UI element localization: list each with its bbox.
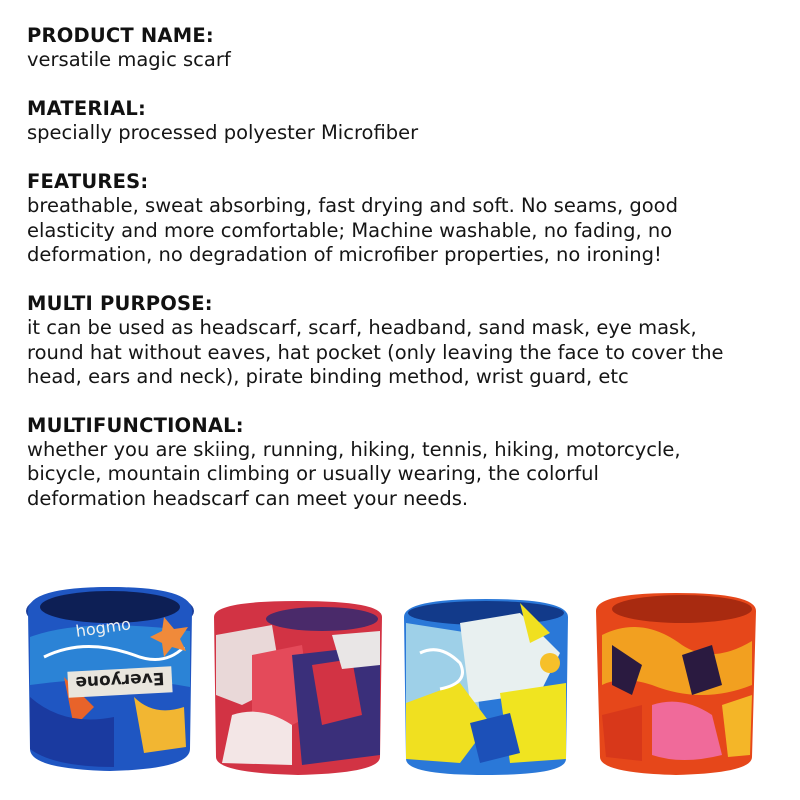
multifunctional-line: bicycle, mountain climbing or usually wearing, the colorful: [27, 462, 599, 486]
product-description: [27, 24, 787, 536]
scarf-print-text: hogmo: [74, 614, 133, 641]
material-text: specially processed polyester Microfiber: [27, 120, 419, 144]
product-name-text: versatile magic scarf: [27, 48, 231, 71]
multifunctional-line: deformation headscarf can meet your needs.: [27, 486, 469, 510]
heading-multifunctional: MULTIFUNCTIONAL:: [27, 413, 244, 437]
features-line: breathable, sweat absorbing, fast drying and soft. No seams, good: [27, 194, 678, 218]
scarf-photo-orange: [592, 585, 760, 777]
section-material: [27, 97, 787, 146]
product-photos: [24, 577, 780, 777]
section-product-name: [27, 24, 787, 73]
section-multi-purpose: [27, 292, 787, 390]
scarf-photo-blue: [24, 577, 196, 777]
section-features: [27, 170, 787, 268]
features-line: deformation, no degradation of microfiber properties, no ironing!: [27, 243, 662, 267]
section-multifunctional: [27, 414, 787, 512]
features-line: elasticity and more comfortable; Machine washable, no fading, no: [27, 218, 673, 242]
heading-multi-purpose: MULTI PURPOSE:: [27, 291, 213, 315]
heading-material: MATERIAL:: [27, 96, 146, 120]
multi-purpose-line: round hat without eaves, hat pocket (only leaving the face to cover the: [27, 340, 724, 364]
multi-purpose-line: head, ears and neck), pirate binding method, wrist guard, etc: [27, 365, 629, 389]
heading-features: FEATURES:: [27, 170, 149, 194]
heading-product-name: PRODUCT NAME:: [27, 24, 214, 47]
scarf-print-text: Everyone: [74, 667, 165, 693]
multi-purpose-line: it can be used as headscarf, scarf, headband, sand mask, eye mask,: [27, 315, 697, 339]
scarf-photo-red: [212, 595, 384, 777]
multifunctional-line: whether you are skiing, running, hiking, tennis, hiking, motorcycle,: [27, 437, 681, 461]
scarf-photo-yellow-blue: [400, 593, 572, 777]
